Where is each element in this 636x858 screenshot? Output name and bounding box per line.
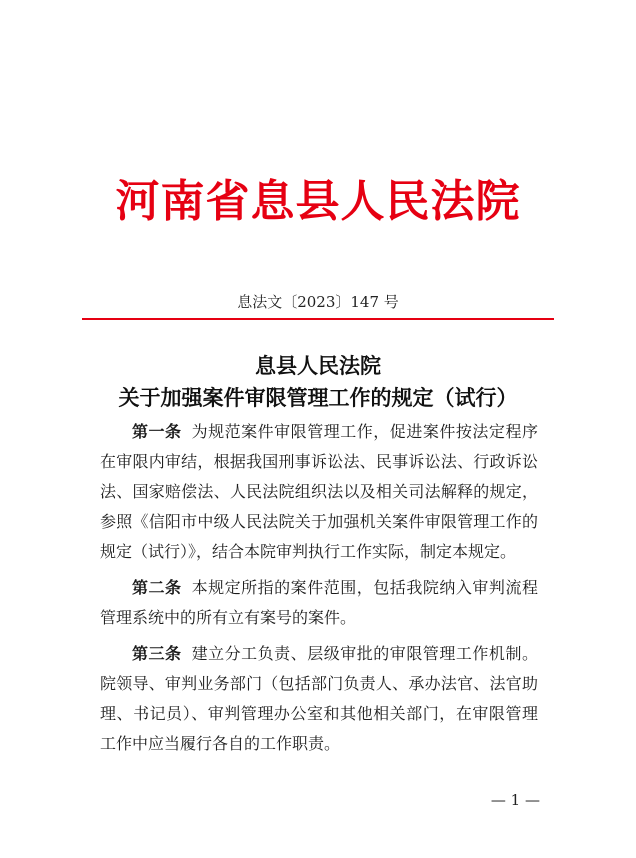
article-2-text: 本规定所指的案件范围，包括我院纳入审判流程管理系统中的所有立有案号的案件。 bbox=[100, 578, 538, 627]
article-1-text: 为规范案件审限管理工作，促进案件按法定程序在审限内审结，根据我国刑事诉讼法、民事诉讼法、行政诉讼法、国家赔偿法、人民法院组织法以及相关司法解释的规定，参照《信阳市中级人民法院关于加强机关案件审限管理工作的规定（试行）》，结合本院审判执行工作实际，制定本规定。 bbox=[100, 422, 538, 561]
document-body bbox=[100, 417, 538, 765]
title-line-1: 息县人民法院 bbox=[255, 353, 381, 378]
article-3-text: 建立分工负责、层级审批的审限管理工作机制。院领导、审判业务部门（包括部门负责人、承办法官、法官助理、书记员）、审判管理办公室和其他相关部门，在审限管理工作中应当履行各自的工作职责。 bbox=[100, 644, 538, 753]
red-separator-line bbox=[82, 318, 554, 320]
document-title bbox=[0, 350, 636, 414]
article-3-label: 第三条 bbox=[132, 644, 182, 663]
article-1-label: 第一条 bbox=[132, 422, 182, 441]
issuing-authority-header: 河南省息县人民法院 bbox=[115, 176, 521, 227]
article-2-label: 第二条 bbox=[132, 578, 182, 597]
title-line-2: 关于加强案件审限管理工作的规定（试行） bbox=[118, 385, 518, 410]
page-number: — 1 — bbox=[490, 791, 540, 809]
document-number: 息法文〔2023〕147 号 bbox=[237, 293, 399, 311]
article-3 bbox=[100, 639, 538, 759]
article-1 bbox=[100, 417, 538, 567]
article-2 bbox=[100, 573, 538, 633]
